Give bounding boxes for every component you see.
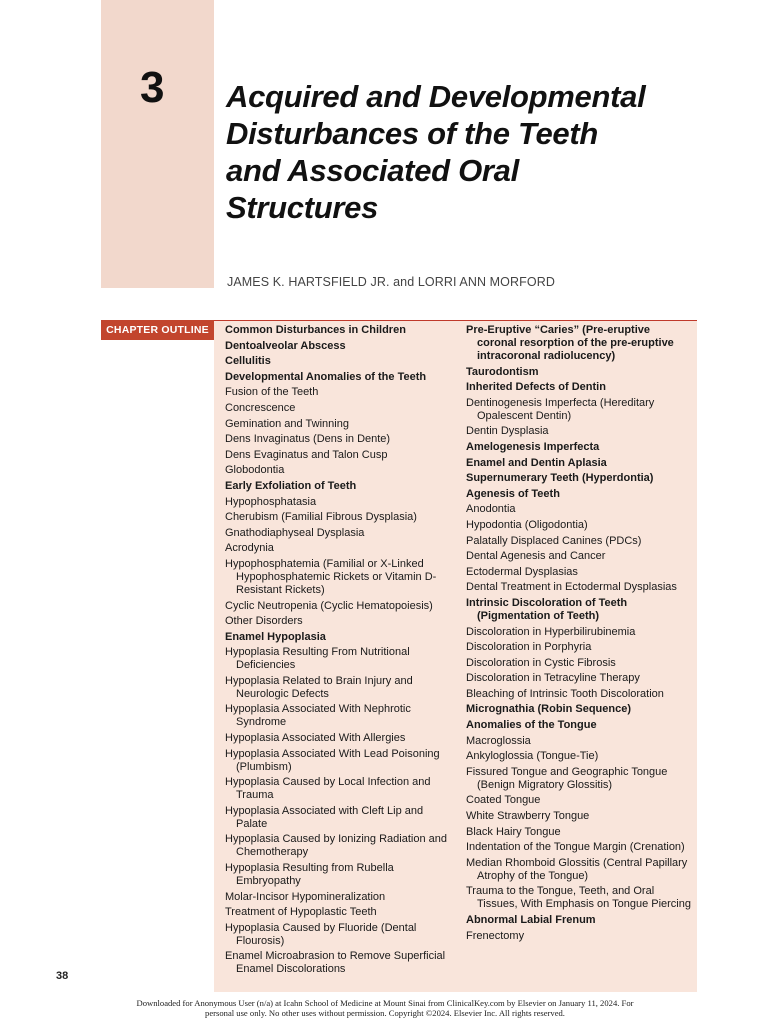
- outline-subitem: Ankyloglossia (Tongue-Tie): [466, 750, 599, 763]
- outline-subitem: Concrescence: [225, 401, 296, 414]
- outline-heading: Early Exfoliation of Teeth: [225, 479, 357, 492]
- outline-subitem: Frenectomy: [466, 929, 525, 942]
- outline-heading: Agenesis of Teeth: [466, 487, 560, 500]
- outline-subitem: Dens Invaginatus (Dens in Dente): [225, 433, 391, 446]
- outline-column-left: [225, 324, 455, 979]
- outline-heading: Abnormal Labial Frenum: [466, 914, 596, 926]
- outline-subitem: Discoloration in Hyperbilirubinemia: [466, 625, 636, 638]
- outline-subitem: Hypophosphatasia: [225, 495, 317, 508]
- outline-subitem: Hypoplasia Associated With Nephrotic Syndrome: [225, 703, 411, 729]
- chapter-side-band: [101, 0, 214, 288]
- outline-subitem: Hypoplasia Resulting from Rubella Embryopathy: [225, 862, 394, 888]
- outline-heading: Developmental Anomalies of the Teeth: [225, 370, 427, 383]
- outline-subitem: Cherubism (Familial Fibrous Dysplasia): [225, 511, 417, 524]
- outline-subitem: Hypoplasia Caused by Fluoride (Dental Flourosis): [225, 921, 417, 947]
- outline-heading: Intrinsic Discoloration of Teeth (Pigmentation of Teeth): [466, 596, 628, 622]
- chapter-title: Acquired and Developmental Disturbances of the Teeth and Associated Oral Structures: [226, 79, 646, 225]
- outline-subitem: Fusion of the Teeth: [225, 386, 319, 399]
- outline-subitem: Hypoplasia Associated With Allergies: [225, 732, 406, 745]
- outline-subitem: Enamel Microabrasion to Remove Superficial Enamel Discolorations: [225, 950, 446, 976]
- outline-subitem: Hypophosphatemia (Familial or X-Linked Hypophosphatemic Rickets or Vitamin D-Resistant Rickets): [225, 557, 437, 596]
- outline-subitem: White Strawberry Tongue: [466, 810, 590, 823]
- outline-subitem: Dental Treatment in Ectodermal Dysplasias: [466, 581, 677, 594]
- outline-subitem: Macroglossia: [466, 734, 531, 747]
- outline-heading: Enamel and Dentin Aplasia: [466, 456, 607, 469]
- outline-subitem: Hypoplasia Caused by Ionizing Radiation and Chemotherapy: [225, 833, 447, 859]
- outline-subitem: Dens Evaginatus and Talon Cusp: [225, 448, 388, 461]
- outline-subitem: Fissured Tongue and Geographic Tongue (Benign Migratory Glossitis): [466, 765, 668, 791]
- outline-subitem: Globodontia: [225, 464, 285, 477]
- outline-heading: Inherited Defects of Dentin: [466, 381, 606, 394]
- outline-subitem: Discoloration in Tetracyline Therapy: [466, 672, 640, 685]
- outline-subitem: Indentation of the Tongue Margin (Crenation): [466, 841, 685, 854]
- outline-subitem: Hypodontia (Oligodontia): [466, 518, 588, 531]
- outline-subitem: Ectodermal Dysplasias: [466, 565, 578, 578]
- page-number: 38: [56, 970, 69, 982]
- outline-subitem: Acrodynia: [225, 542, 274, 555]
- outline-heading: Enamel Hypoplasia: [225, 630, 326, 643]
- outline-subitem: Palatally Displaced Canines (PDCs): [466, 534, 642, 547]
- outline-heading: Common Disturbances in Children: [225, 324, 406, 336]
- outline-subitem: Dentinogenesis Imperfecta (Hereditary Opalescent Dentin): [466, 396, 655, 422]
- outline-subitem: Discoloration in Cystic Fibrosis: [466, 656, 616, 669]
- outline-heading: Taurodontism: [466, 365, 539, 378]
- outline-heading: Micrognathia (Robin Sequence): [466, 703, 632, 716]
- outline-subitem: Treatment of Hypoplastic Teeth: [225, 906, 377, 919]
- outline-subitem: Coated Tongue: [466, 794, 541, 807]
- outline-subitem: Bleaching of Intrinsic Tooth Discoloration: [466, 687, 664, 700]
- outline-subitem: Gemination and Twinning: [225, 417, 349, 430]
- chapter-number: 3: [140, 63, 165, 112]
- outline-heading: Cellulitis: [225, 355, 271, 368]
- outline-subitem: Molar-Incisor Hypomineralization: [225, 890, 386, 903]
- outline-column-right: [466, 324, 692, 945]
- outline-subitem: Trauma to the Tongue, Teeth, and Oral Tissues, With Emphasis on Tongue Piercing: [466, 885, 691, 911]
- outline-subitem: Dentin Dysplasia: [466, 425, 549, 438]
- outline-divider: [214, 320, 697, 321]
- outline-subitem: Hypoplasia Associated with Cleft Lip and Palate: [225, 804, 424, 830]
- outline-subitem: Dental Agenesis and Cancer: [466, 550, 606, 563]
- outline-subitem: Hypoplasia Resulting From Nutritional Deficiencies: [225, 646, 410, 672]
- outline-heading: Pre-Eruptive “Caries” (Pre-eruptive coronal resorption of the pre-eruptive intracoronal radiolucency): [466, 324, 674, 362]
- download-notice: Downloaded for Anonymous User (n/a) at Icahn School of Medicine at Mount Sinai from ClinicalKey.com by Elsevier on January 11, 2024. For personal use only. No other uses without permission. Copyright ©2024. Elsevier Inc. All rights reserved.: [136, 998, 634, 1018]
- outline-heading: Dentoalveolar Abscess: [225, 339, 346, 352]
- outline-subitem: Black Hairy Tongue: [466, 825, 561, 838]
- outline-subitem: Hypoplasia Caused by Local Infection and Trauma: [225, 776, 431, 802]
- outline-subitem: Discoloration in Porphyria: [466, 641, 592, 654]
- outline-subitem: Anodontia: [466, 503, 516, 516]
- outline-subitem: Hypoplasia Related to Brain Injury and Neurologic Defects: [225, 674, 413, 700]
- outline-subitem: Other Disorders: [225, 615, 303, 628]
- outline-heading: Anomalies of the Tongue: [466, 719, 597, 732]
- chapter-authors: JAMES K. HARTSFIELD JR. and LORRI ANN MORFORD: [227, 275, 555, 289]
- outline-subitem: Median Rhomboid Glossitis (Central Papillary Atrophy of the Tongue): [466, 856, 688, 882]
- outline-heading: Supernumerary Teeth (Hyperdontia): [466, 472, 654, 485]
- chapter-outline-label: CHAPTER OUTLINE: [101, 320, 214, 340]
- outline-subitem: Cyclic Neutropenia (Cyclic Hematopoiesis): [225, 599, 433, 612]
- outline-subitem: Hypoplasia Associated With Lead Poisoning (Plumbism): [225, 747, 440, 773]
- outline-heading: Amelogenesis Imperfecta: [466, 440, 600, 453]
- outline-subitem: Gnathodiaphyseal Dysplasia: [225, 526, 365, 539]
